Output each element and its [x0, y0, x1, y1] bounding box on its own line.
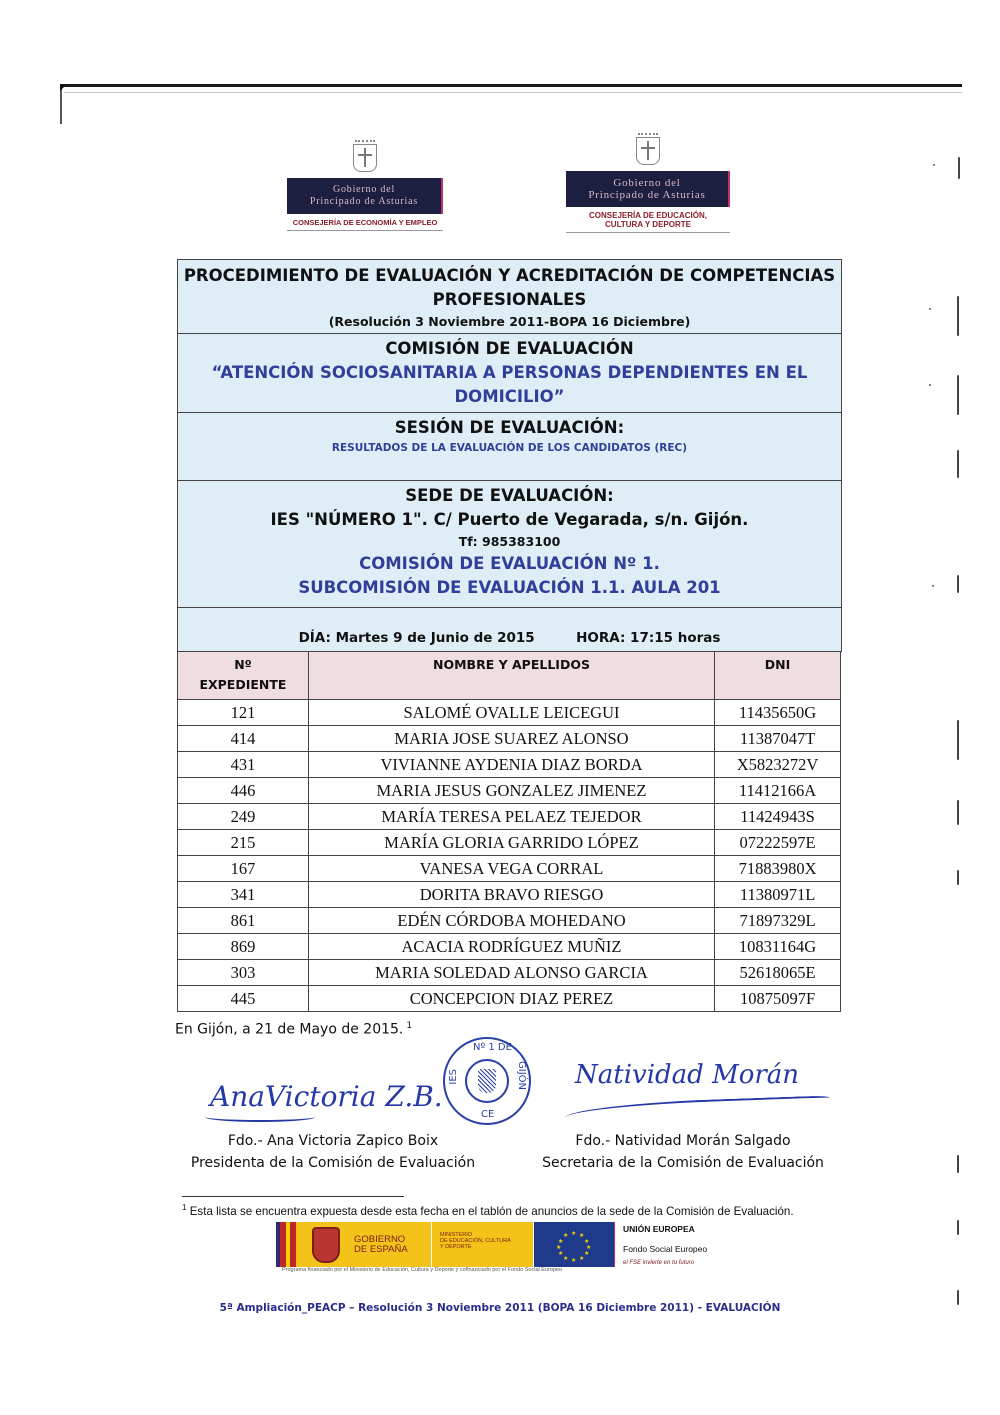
expediente-cell: 341: [178, 882, 309, 908]
signer-role: Secretaria de la Comisión de Evaluación: [542, 1155, 824, 1171]
scan-mark: [957, 720, 959, 760]
dni-cell: 10831164G: [715, 934, 841, 960]
commission-label: COMISIÓN DE EVALUACIÓN: [385, 339, 634, 358]
table-row: [178, 934, 841, 960]
scan-dot: [933, 164, 935, 166]
dni-cell: 10875097F: [715, 986, 841, 1012]
session-value: RESULTADOS DE LA EVALUACIÓN DE LOS CANDIDATOS (REC): [331, 442, 688, 454]
dni-cell: 11387047T: [715, 726, 841, 752]
table-row: [178, 830, 841, 856]
logo-asturias-economia: [287, 132, 443, 231]
signer-name: Fdo.- Natividad Morán Salgado: [575, 1133, 791, 1149]
table-row: [178, 856, 841, 882]
footnote-separator: [182, 1196, 404, 1197]
stamp-top-text: Nº 1 DE: [473, 1042, 512, 1053]
signature-block-secretaria: [528, 1130, 838, 1174]
place-date: En Gijón, a 21 de Mayo de 2015. $^1$: [175, 1021, 413, 1038]
date-time-section: [178, 608, 841, 652]
venue-section: [178, 481, 841, 608]
logo-asturias-educacion: [566, 125, 730, 233]
session-time: HORA: 17:15 horas: [576, 630, 721, 646]
expediente-cell: 414: [178, 726, 309, 752]
stamp-left-text: IES: [448, 1069, 459, 1085]
programa-note: Programa financiado por el Ministerio de Educación, Cultura y Deporte y cofinanciado por el Fondo Social Europeo: [282, 1267, 563, 1273]
scan-dot: [929, 384, 931, 386]
venue-address: IES "NÚMERO 1". C/ Puerto de Vegarada, s/n. Gijón.: [270, 510, 749, 529]
dni-cell: X5823272V: [715, 752, 841, 778]
scan-mark: [957, 450, 959, 478]
qualification-title: “ATENCIÓN SOCIOSANITARIA A PERSONAS DEPENDIENTES EN EL: [211, 363, 808, 382]
table-row: [178, 752, 841, 778]
commission-section: [178, 334, 841, 413]
expediente-cell: 121: [178, 700, 309, 726]
asturias-cross-crest-icon: [353, 144, 377, 172]
candidates-table: [177, 651, 841, 1012]
eu-slogan: el FSE invierte en tu futuro: [623, 1260, 695, 1266]
qualification-title-cont: DOMICILIO”: [454, 387, 565, 406]
table-header-row: [178, 652, 841, 700]
scan-mark: [957, 575, 959, 593]
subcommission: SUBCOMISIÓN DE EVALUACIÓN 1.1. AULA 201: [298, 578, 721, 597]
document-footer: 5ª Ampliación_PEACP – Resolución 3 Noviembre 2011 (BOPA 16 Diciembre 2011) - EVALUACIÓN: [219, 1302, 781, 1314]
crown-icon: [638, 125, 658, 135]
scan-mark: [957, 296, 959, 336]
nombre-cell: CONCEPCION DIAZ PEREZ: [308, 986, 714, 1012]
asturias-cross-crest-icon: [636, 137, 660, 165]
nombre-cell: VANESA VEGA CORRAL: [308, 856, 714, 882]
government-band: Gobierno del Principado de Asturias: [287, 178, 443, 214]
dni-cell: 11412166A: [715, 778, 841, 804]
expediente-cell: 249: [178, 804, 309, 830]
dni-cell: 11380971L: [715, 882, 841, 908]
scan-border-top: [60, 84, 962, 87]
expediente-cell: 215: [178, 830, 309, 856]
expediente-cell: 861: [178, 908, 309, 934]
nombre-cell: ACACIA RODRÍGUEZ MUÑIZ: [308, 934, 714, 960]
session-label: SESIÓN DE EVALUACIÓN:: [394, 418, 625, 437]
consejeria-label: CONSEJERÍA DE ECONOMÍA Y EMPLEO: [287, 218, 443, 231]
expediente-cell: 303: [178, 960, 309, 986]
venue-label: SEDE DE EVALUACIÓN:: [405, 486, 614, 505]
eu-fund: Fondo Social Europeo: [623, 1244, 708, 1254]
signature-presidenta: AnaVictoria Z.B.: [210, 1080, 443, 1113]
nombre-cell: MARIA SOLEDAD ALONSO GARCIA: [308, 960, 714, 986]
expediente-cell: 445: [178, 986, 309, 1012]
scan-dot: [929, 308, 931, 310]
dni-cell: 52618065E: [715, 960, 841, 986]
ministerio-logo: MINISTERIO DE EDUCACIÓN, CULTURA Y DEPORTE: [431, 1222, 533, 1267]
school-stamp: [443, 1037, 531, 1125]
crown-icon: [355, 132, 375, 142]
footnote: $^1$ Esta lista se encuentra expuesta desde esta fecha en el tablón de anuncios de la sede de la Comisión de Evaluación.: [182, 1203, 794, 1218]
signature-secretaria: Natividad Morán: [575, 1060, 800, 1090]
scan-mark: [957, 375, 959, 415]
eu-title: UNIÓN EUROPEA: [623, 1224, 695, 1234]
expediente-cell: 869: [178, 934, 309, 960]
funding-logos: [276, 1222, 707, 1267]
expediente-cell: 431: [178, 752, 309, 778]
footnote-ref: 1: [406, 1021, 413, 1031]
dni-cell: 11435650G: [715, 700, 841, 726]
dni-cell: 11424943S: [715, 804, 841, 830]
spain-coat-of-arms-icon: [312, 1227, 340, 1263]
procedure-title-cont: PROFESIONALES: [432, 290, 587, 309]
scan-mark: [957, 800, 959, 825]
scan-mark: [957, 1220, 959, 1235]
table-row: [178, 726, 841, 752]
table-row: [178, 882, 841, 908]
venue-phone: Tf: 985383100: [458, 534, 561, 549]
dni-cell: 71897329L: [715, 908, 841, 934]
scan-mark: [958, 157, 960, 179]
column-header-expediente: Nº EXPEDIENTE: [178, 652, 309, 700]
stamp-bottom-text: CE: [481, 1109, 495, 1120]
commission-number: COMISIÓN DE EVALUACIÓN Nº 1.: [359, 554, 660, 573]
scan-mark: [957, 870, 959, 885]
nombre-cell: DORITA BRAVO RIESGO: [308, 882, 714, 908]
scan-mark: [957, 1155, 959, 1173]
gobierno-espana-logo: GOBIERNO DE ESPAÑA: [296, 1222, 431, 1267]
stamp-right-text: GIJÓN: [516, 1061, 527, 1090]
nombre-cell: EDÉN CÓRDOBA MOHEDANO: [308, 908, 714, 934]
signature-flourish: [205, 1112, 315, 1122]
expediente-cell: 446: [178, 778, 309, 804]
table-row: [178, 804, 841, 830]
column-header-nombre: NOMBRE Y APELLIDOS: [308, 652, 714, 700]
nombre-cell: MARIA JESUS GONZALEZ JIMENEZ: [308, 778, 714, 804]
procedure-header-box: [177, 259, 842, 652]
nombre-cell: SALOMÉ OVALLE LEICEGUI: [308, 700, 714, 726]
expediente-cell: 167: [178, 856, 309, 882]
nombre-cell: MARIA JOSE SUAREZ ALONSO: [308, 726, 714, 752]
table-row: [178, 986, 841, 1012]
scan-border-line: [64, 92, 962, 93]
procedure-section: [178, 260, 841, 334]
table-row: [178, 700, 841, 726]
nombre-cell: VIVIANNE AYDENIA DIAZ BORDA: [308, 752, 714, 778]
eu-text-block: [615, 1222, 707, 1267]
government-band: Gobierno del Principado de Asturias: [566, 171, 730, 207]
consejeria-label: CONSEJERÍA DE EDUCACIÓN, CULTURA Y DEPORTE: [566, 211, 730, 233]
nombre-cell: MARÍA GLORIA GARRIDO LÓPEZ: [308, 830, 714, 856]
resolution-text: (Resolución 3 Noviembre 2011-BOPA 16 Diciembre): [328, 314, 691, 329]
dni-cell: 07222597E: [715, 830, 841, 856]
nombre-cell: MARÍA TERESA PELAEZ TEJEDOR: [308, 804, 714, 830]
signer-name: Fdo.- Ana Victoria Zapico Boix: [227, 1133, 439, 1149]
session-section: [178, 413, 841, 481]
scan-dot: [932, 585, 934, 587]
table-row: [178, 908, 841, 934]
signature-flourish: [565, 1095, 831, 1126]
eu-flag-icon: ★ ★ ★ ★ ★ ★ ★ ★ ★ ★ ★ ★: [533, 1222, 615, 1267]
session-day: DÍA: Martes 9 de Junio de 2015: [298, 630, 535, 646]
signature-block-presidenta: [178, 1130, 488, 1174]
table-row: [178, 778, 841, 804]
scan-corner: [60, 84, 67, 91]
column-header-dni: DNI: [715, 652, 841, 700]
signer-role: Presidenta de la Comisión de Evaluación: [190, 1155, 476, 1171]
procedure-title: PROCEDIMIENTO DE EVALUACIÓN Y ACREDITACIÓN DE COMPETENCIAS: [183, 266, 836, 285]
table-row: [178, 960, 841, 986]
spain-flag-icon: [276, 1222, 296, 1267]
coat-of-arms-icon: [465, 1059, 509, 1103]
dni-cell: 71883980X: [715, 856, 841, 882]
